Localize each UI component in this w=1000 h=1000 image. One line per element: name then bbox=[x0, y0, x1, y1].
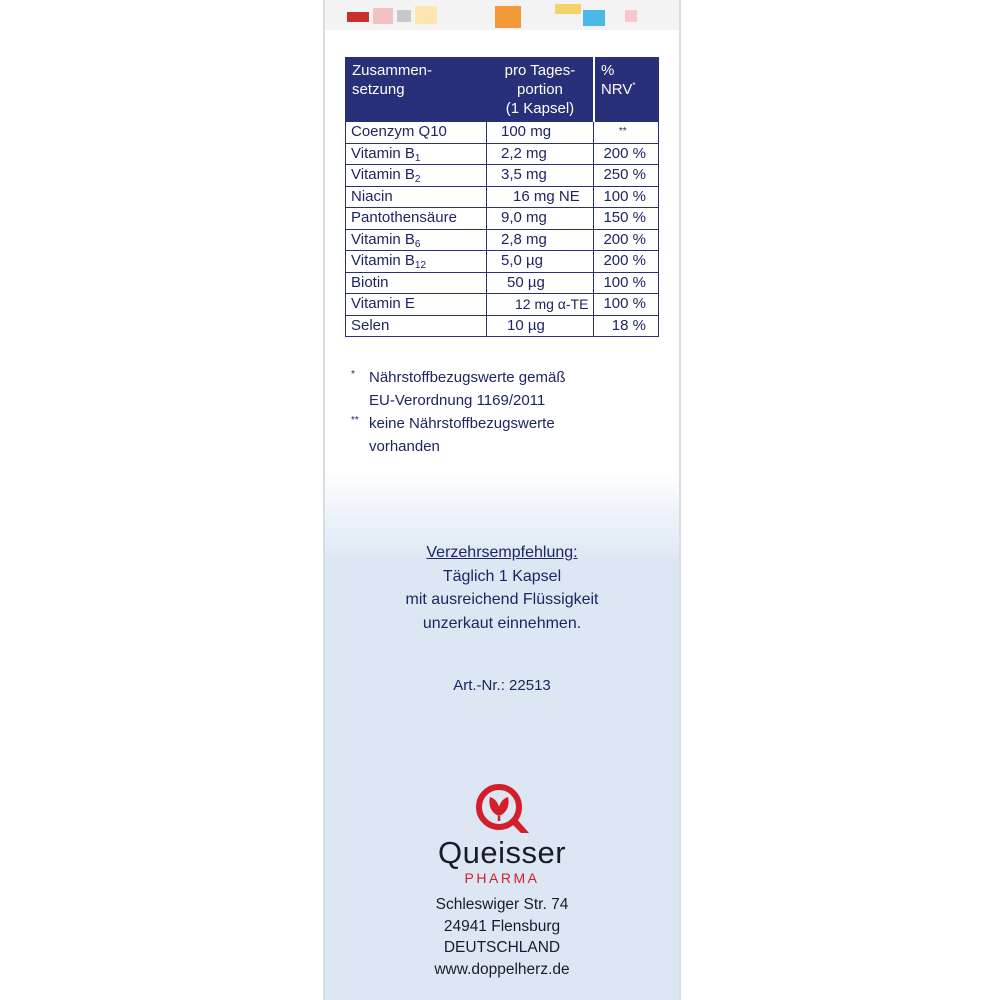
nutrient-nrv: 18 % bbox=[594, 315, 659, 337]
nutrient-amount: 2,8 mg bbox=[487, 229, 594, 251]
nutrient-name: Vitamin $B_1$ bbox=[346, 143, 487, 165]
cropped-packaging-graphics bbox=[325, 0, 679, 30]
nutrient-nrv: 100 % bbox=[594, 294, 659, 316]
queisser-logo-icon bbox=[471, 783, 533, 835]
table-row bbox=[346, 208, 659, 230]
table-row bbox=[346, 143, 659, 165]
nutrient-name: Biotin bbox=[346, 272, 487, 294]
header-daily-portion: pro Tages- portion (1 Kapsel) bbox=[487, 58, 594, 122]
nutrient-name: Coenzym Q10 bbox=[346, 122, 487, 144]
nutrient-name: Pantothensäure bbox=[346, 208, 487, 230]
nutrient-name: Vitamin $B_6$ bbox=[346, 229, 487, 251]
nutrient-nrv: 100 % bbox=[594, 186, 659, 208]
nutrient-amount: 2,2 mg bbox=[487, 143, 594, 165]
yellow-block-graphic bbox=[555, 4, 581, 14]
footnotes bbox=[349, 366, 659, 458]
table-row bbox=[346, 122, 659, 144]
table-row bbox=[346, 251, 659, 273]
blue-graphic bbox=[583, 10, 605, 26]
table-row bbox=[346, 229, 659, 251]
nutrient-nrv: 200 % bbox=[594, 229, 659, 251]
nutrition-table bbox=[345, 57, 659, 337]
nutrient-amount: 5,0 µg bbox=[487, 251, 594, 273]
header-composition: Zusammen- setzung bbox=[346, 58, 487, 122]
company-name: Queisser bbox=[437, 835, 567, 870]
address-city: 24941 Flensburg bbox=[443, 917, 561, 935]
package-side-panel bbox=[323, 0, 681, 1000]
nutrient-amount: 10 µg bbox=[487, 315, 594, 337]
nutrient-name: Niacin bbox=[346, 186, 487, 208]
nutrition-table-header bbox=[346, 58, 659, 122]
nutrient-nrv: 150 % bbox=[594, 208, 659, 230]
nutrient-name: Vitamin $B_{12}$ bbox=[346, 251, 487, 273]
company-division: PHARMA bbox=[464, 870, 540, 886]
header-nrv: % NRV* bbox=[594, 58, 659, 122]
nutrient-nrv: 200 % bbox=[594, 251, 659, 273]
top-cropped-artwork bbox=[325, 0, 679, 30]
table-row bbox=[346, 294, 659, 316]
orange-graphic bbox=[495, 6, 521, 28]
nutrient-name: Selen bbox=[346, 315, 487, 337]
company-address bbox=[325, 894, 679, 980]
yellow-graphic bbox=[415, 6, 437, 24]
nutrient-nrv: ** bbox=[594, 122, 659, 144]
recommendation-line: Täglich 1 Kapsel bbox=[442, 567, 562, 585]
nutrient-nrv: 100 % bbox=[594, 272, 659, 294]
nutrient-nrv: 200 % bbox=[594, 143, 659, 165]
recommendation-line: unzerkaut einnehmen. bbox=[422, 614, 582, 632]
nutrient-nrv: 250 % bbox=[594, 165, 659, 187]
footnote-mark: * bbox=[351, 369, 355, 380]
pink-dot-graphic bbox=[625, 10, 637, 22]
table-row bbox=[346, 186, 659, 208]
recommendation-line: mit ausreichend Flüssigkeit bbox=[405, 591, 599, 608]
address-street: Schleswiger Str. 74 bbox=[435, 896, 569, 913]
nutrient-name: Vitamin $B_2$ bbox=[346, 165, 487, 187]
red-graphic bbox=[347, 12, 369, 22]
dosage-recommendation bbox=[325, 541, 679, 635]
nutrient-amount: 3,5 mg bbox=[487, 165, 594, 187]
footnote: ** keine Nährstoffbezugswerte vorhanden bbox=[349, 412, 659, 458]
table-row bbox=[346, 315, 659, 337]
nutrient-amount: 9,0 mg bbox=[487, 208, 594, 230]
nutrient-amount: 100 mg bbox=[487, 122, 594, 144]
grey-graphic bbox=[397, 10, 411, 22]
article-number: Art.-Nr.: 22513 bbox=[453, 677, 551, 694]
table-row bbox=[346, 272, 659, 294]
table-row bbox=[346, 165, 659, 187]
recommendation-heading: Verzehrsempfehlung: bbox=[426, 544, 578, 561]
footnote-mark: ** bbox=[351, 415, 359, 426]
footnote: * Nährstoffbezugswerte gemäß EU-Verordnung 1169/2011 bbox=[349, 366, 659, 412]
pink-graphic bbox=[373, 8, 393, 24]
address-country: DEUTSCHLAND bbox=[443, 939, 561, 956]
nutrient-amount: 16 mg NE bbox=[487, 186, 594, 208]
nutrient-name: Vitamin E bbox=[346, 294, 487, 316]
nutrient-amount: 50 µg bbox=[487, 272, 594, 294]
company-website: www.doppelherz.de bbox=[434, 960, 570, 978]
nutrient-amount: 12 mg α-TE bbox=[487, 294, 594, 316]
